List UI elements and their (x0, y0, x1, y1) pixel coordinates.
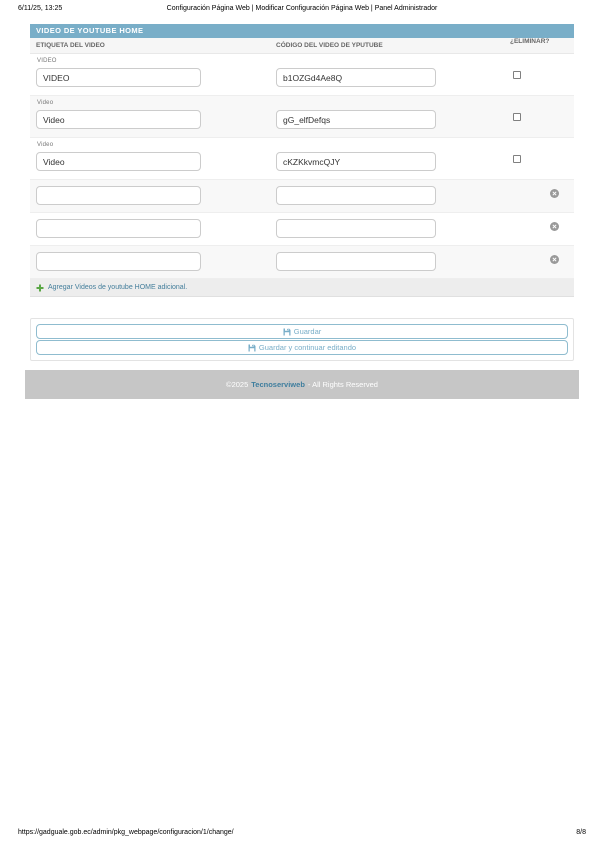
submit-row (30, 318, 574, 361)
eliminar-checkbox[interactable] (513, 113, 521, 121)
row-object-label: Video (37, 142, 54, 148)
codigo-input[interactable] (276, 152, 436, 171)
save-continue-button[interactable] (36, 340, 568, 355)
copyright-suffix: - All Rights Reserved (307, 380, 378, 389)
column-header-row (30, 38, 574, 54)
save-button[interactable] (36, 324, 568, 339)
save-icon (283, 328, 291, 336)
etiqueta-input[interactable] (36, 252, 201, 271)
copyright-prefix: ©2025 (226, 380, 249, 389)
site-footer (25, 370, 579, 399)
page-url: https://gadguale.gob.ec/admin/pkg_webpage/configuracion/1/change/ (18, 829, 234, 836)
save-button-label: Guardar (293, 327, 322, 336)
inline-row (30, 96, 574, 138)
add-row (30, 279, 574, 297)
save-continue-button-label: Guardar y continuar editando (258, 343, 357, 352)
brand-name: Tecnoserviweb (251, 380, 305, 389)
etiqueta-input[interactable] (36, 186, 201, 205)
row-object-label: Video (37, 100, 54, 106)
print-footer (18, 829, 586, 836)
page-number: 8/8 (576, 829, 586, 836)
etiqueta-input[interactable] (36, 152, 201, 171)
column-codigo: CÓDIGO DEL VIDEO DE YPUTUBE (276, 42, 383, 49)
etiqueta-input[interactable] (36, 110, 201, 129)
add-video-link[interactable]: Agregar Videos de youtube HOME adicional. (48, 284, 188, 291)
etiqueta-input[interactable] (36, 68, 201, 87)
column-etiqueta: ETIQUETA DEL VIDEO (36, 42, 105, 49)
codigo-input[interactable] (276, 110, 436, 129)
codigo-input[interactable] (276, 186, 436, 205)
column-eliminar: ¿ELIMINAR? (510, 38, 550, 45)
inline-row (30, 54, 574, 96)
codigo-input[interactable] (276, 219, 436, 238)
remove-row-icon[interactable] (550, 189, 559, 198)
etiqueta-input[interactable] (36, 219, 201, 238)
inline-group-title: VIDEO DE YOUTUBE HOME (30, 24, 574, 38)
print-header (0, 5, 604, 17)
codigo-input[interactable] (276, 68, 436, 87)
inline-row (30, 180, 574, 213)
inline-rows (30, 54, 574, 279)
inline-row (30, 246, 574, 279)
admin-form (30, 24, 574, 399)
remove-row-icon[interactable] (550, 222, 559, 231)
save-continue-icon (248, 344, 256, 352)
eliminar-checkbox[interactable] (513, 71, 521, 79)
eliminar-checkbox[interactable] (513, 155, 521, 163)
row-object-label: VIDEO (37, 58, 57, 64)
document-title: Configuración Página Web | Modificar Configuración Página Web | Panel Administrador (166, 5, 438, 12)
remove-row-icon[interactable] (550, 255, 559, 264)
inline-row (30, 213, 574, 246)
inline-row (30, 138, 574, 180)
codigo-input[interactable] (276, 252, 436, 271)
print-datetime: 6/11/25, 13:25 (18, 5, 63, 12)
add-plus-icon (36, 284, 44, 292)
